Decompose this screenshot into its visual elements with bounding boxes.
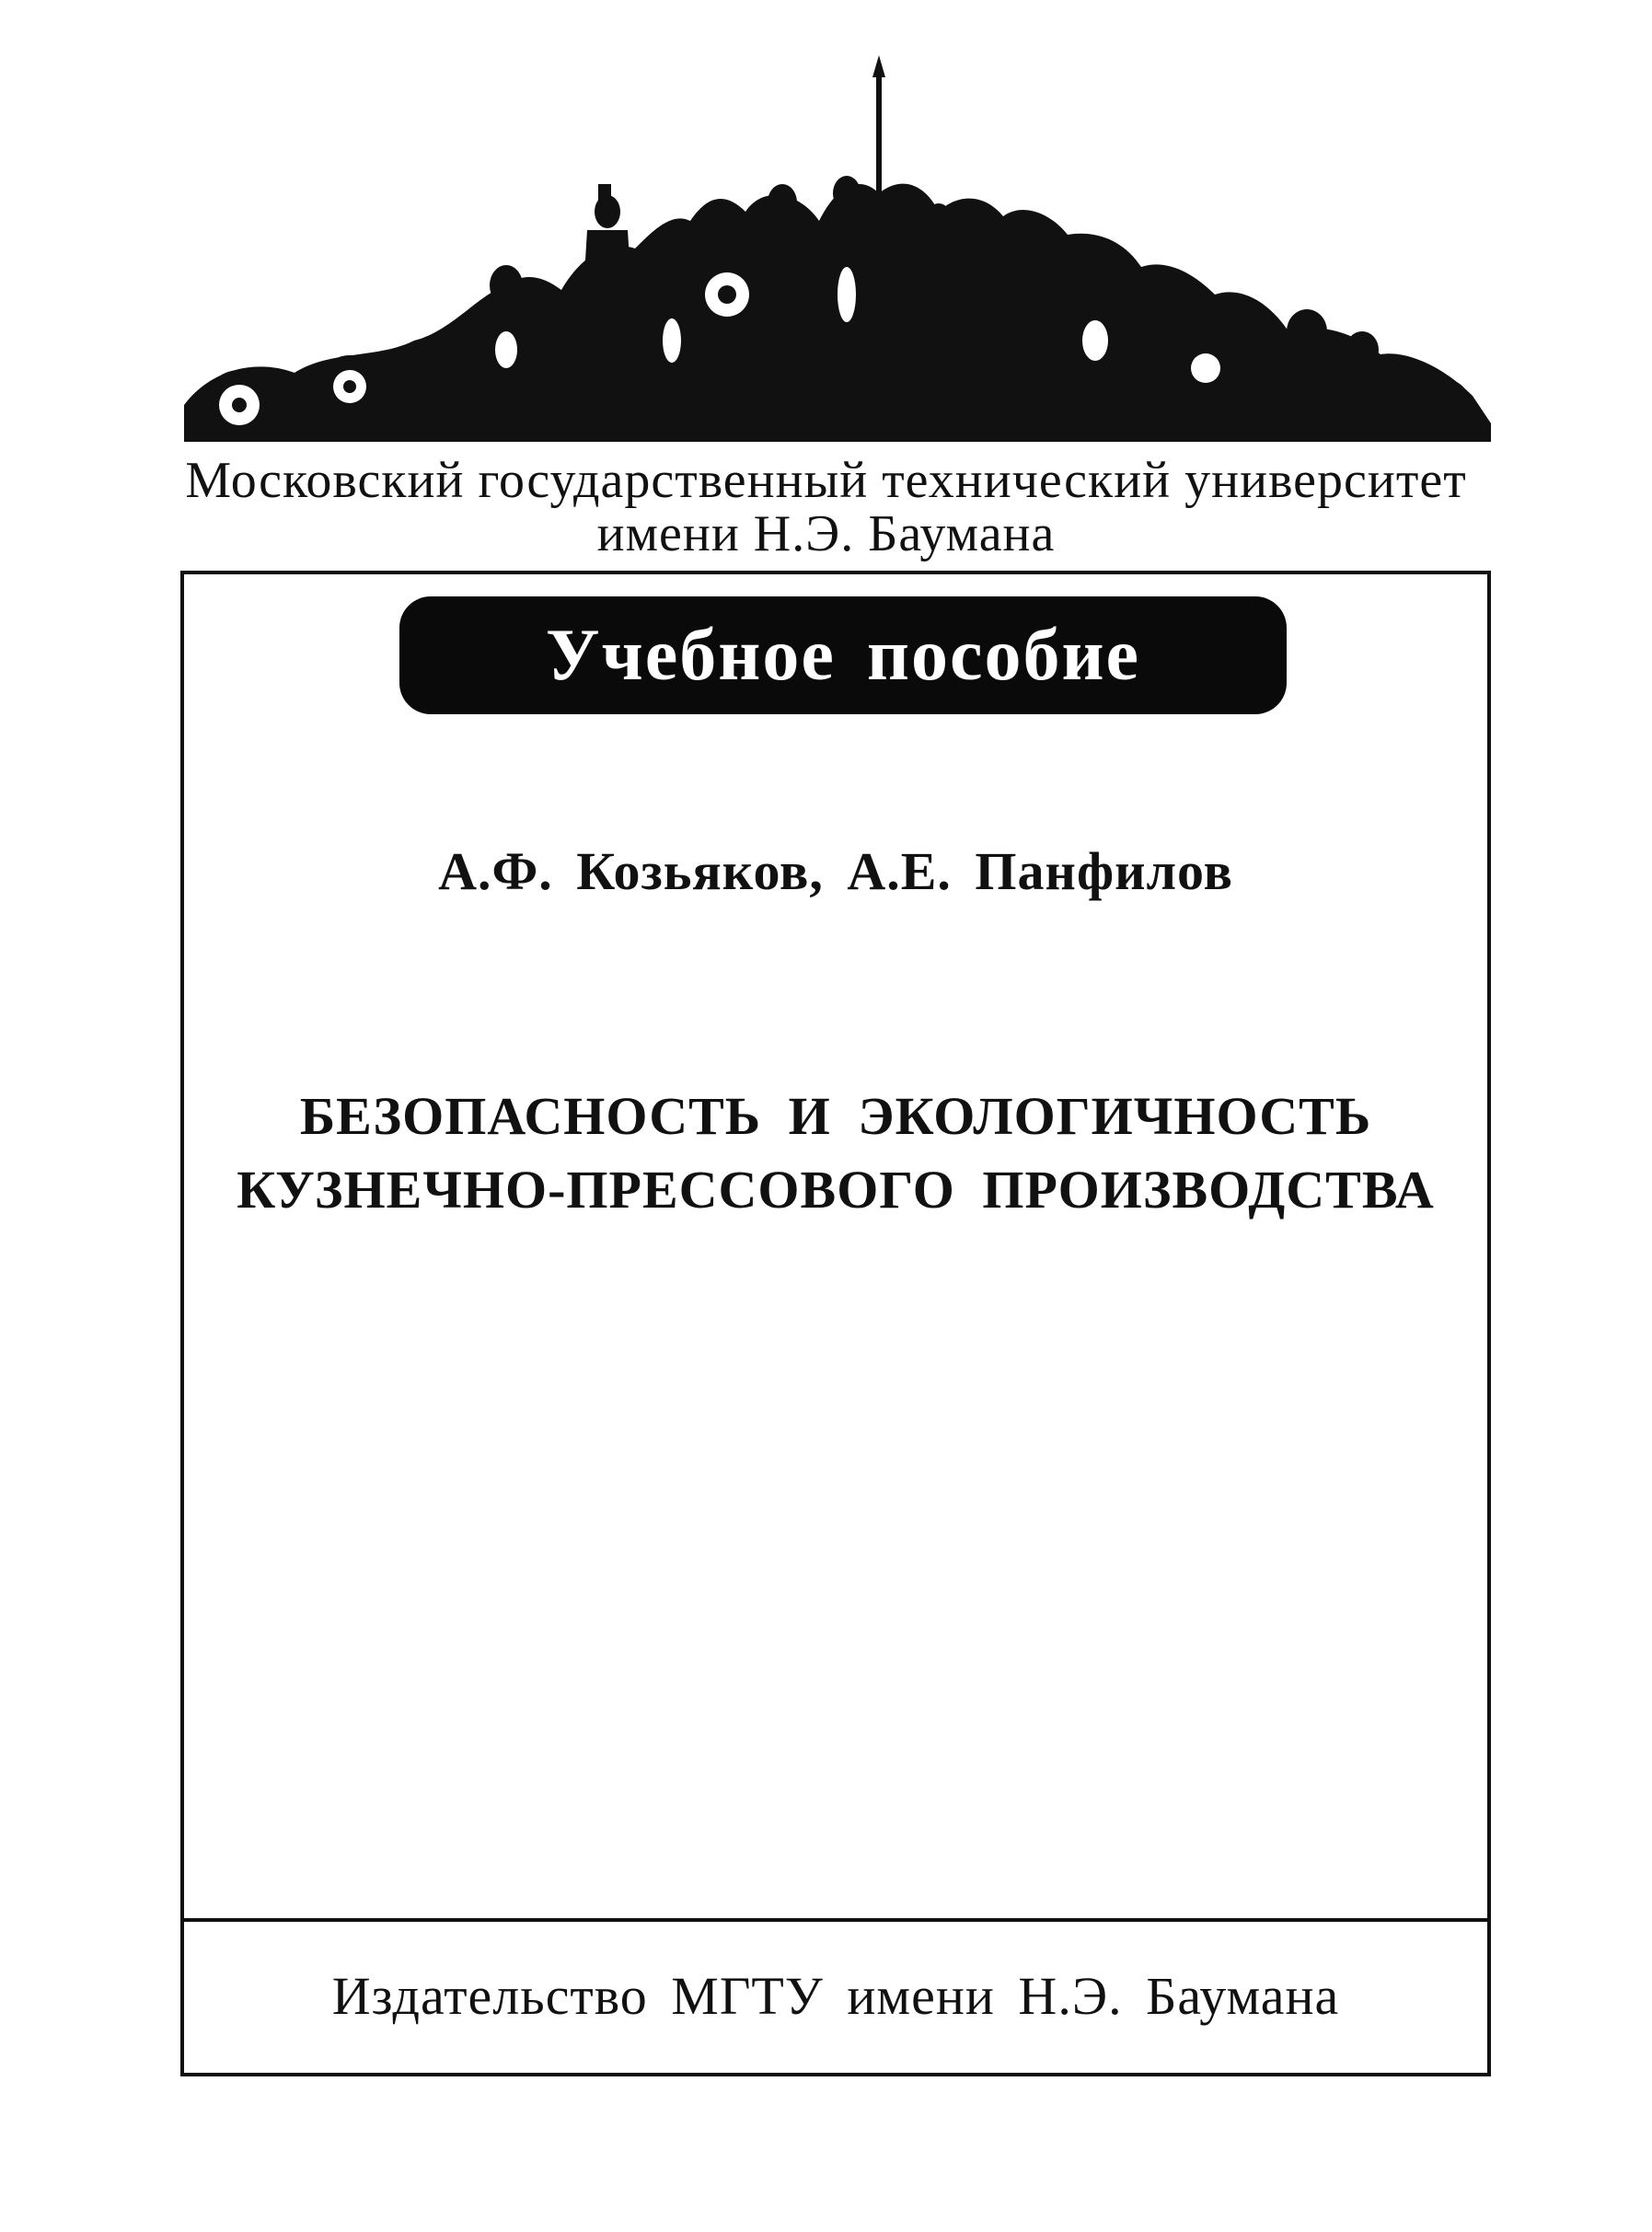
book-title-line2: КУЗНЕЧНО-ПРЕССОВОГО ПРОИЗВОДСТВА <box>237 1160 1435 1220</box>
university-sculpture-emblem-icon <box>175 55 1500 460</box>
frame-divider <box>184 1918 1487 1922</box>
university-name-line2: имени Н.Э. Баумана <box>596 505 1056 562</box>
document-type-badge: Учебное пособие <box>399 596 1287 714</box>
book-title-line1: БЕЗОПАСНОСТЬ И ЭКОЛОГИЧНОСТЬ <box>299 1086 1372 1146</box>
university-name-line1: Московский государственный технический университет <box>185 452 1467 509</box>
cover-frame <box>180 571 1491 2076</box>
authors: А.Ф. Козьяков, А.Е. Панфилов <box>438 841 1233 901</box>
publisher: Издательство МГТУ имени Н.Э. Баумана <box>331 1966 1340 2026</box>
